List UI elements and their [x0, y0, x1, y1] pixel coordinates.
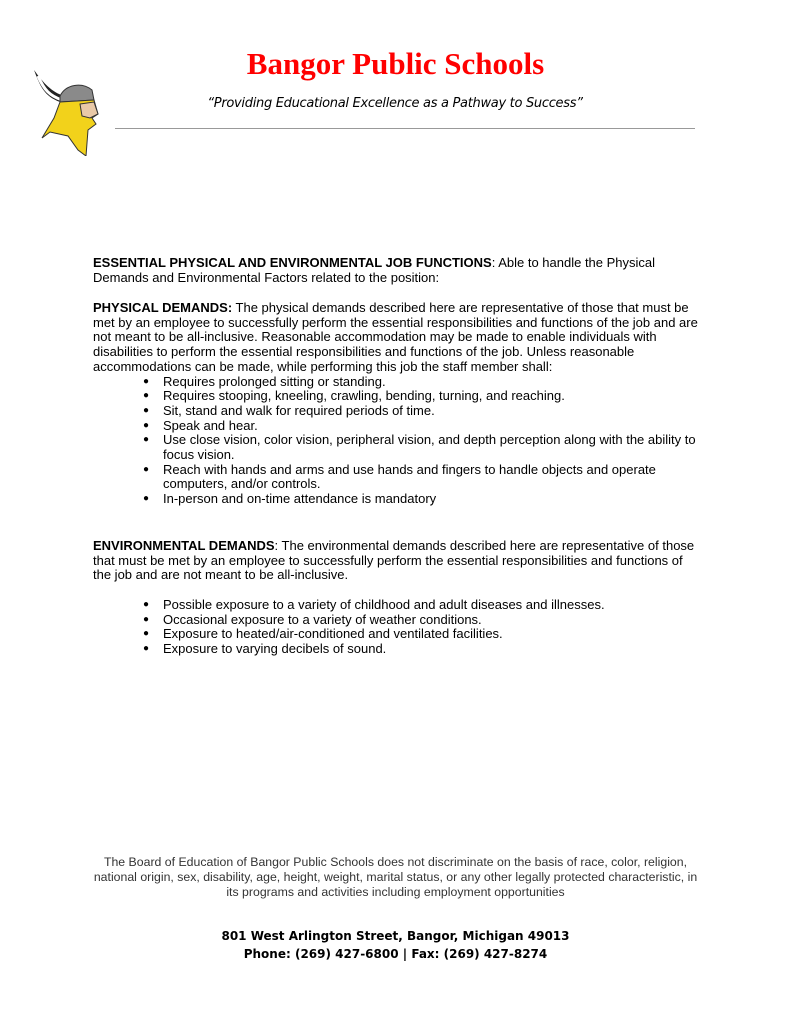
list-item: [93, 404, 699, 419]
bullet-icon: ●: [143, 493, 150, 505]
bullet-icon: ●: [143, 434, 150, 446]
essential-heading: ESSENTIAL PHYSICAL AND ENVIRONMENTAL JOB FUNCTIONS: [93, 255, 492, 270]
list-item-text: Sit, stand and walk for required periods of time.: [163, 402, 435, 418]
physical-text: The physical demands described here are representative of those that must be met by an employee to successfully perform the essential responsibilities and functions of the job and are not meant to be all-inclusive. Reasonable accommodation may be made to enable individuals with disabilities to perform the essential responsibilities and functions of the job. Unless reasonable accommodations can be made, while performing this job the staff member shall:: [93, 300, 698, 374]
list-item: [93, 598, 699, 613]
bullet-icon: ●: [143, 628, 150, 640]
physical-heading: PHYSICAL DEMANDS:: [93, 300, 233, 315]
list-item: [93, 389, 699, 404]
list-item-text: Possible exposure to a variety of childhood and adult diseases and illnesses.: [163, 596, 605, 612]
bullet-icon: ●: [143, 419, 150, 431]
essential-text: : Able to handle the Physical Demands and Environmental Factors related to the position:: [93, 255, 656, 285]
list-item: [93, 642, 699, 657]
bullet-icon: ●: [143, 598, 150, 610]
list-item: [93, 627, 699, 642]
list-item-text: Occasional exposure to a variety of weather conditions.: [163, 611, 482, 627]
list-item-text: Speak and hear.: [163, 417, 258, 433]
header-divider: [115, 128, 695, 129]
list-item-text: Use close vision, color vision, peripheral vision, and depth perception along with the ability to focus vision.: [163, 432, 696, 463]
environmental-demands-section: [93, 539, 699, 657]
tagline: “Providing Educational Excellence as a Pathway to Success”: [207, 96, 583, 111]
list-item: [93, 375, 699, 390]
environmental-text: : The environmental demands described here are representative of those that must be met by an employee to successfully perform the essential responsibilities and functions of the job and are not meant to be all-inclusive.: [93, 538, 695, 583]
phone-fax: Phone: (269) 427-6800 | Fax: (269) 427-8274: [243, 947, 548, 961]
list-item: [93, 433, 699, 462]
list-item: [93, 613, 699, 628]
bullet-icon: ●: [143, 404, 150, 416]
bullet-icon: ●: [143, 390, 150, 402]
bullet-icon: ●: [143, 642, 150, 654]
contact-info: [0, 927, 791, 963]
environmental-heading: ENVIRONMENTAL DEMANDS: [93, 538, 275, 553]
list-item: [93, 419, 699, 434]
list-item-text: Requires stooping, kneeling, crawling, bending, turning, and reaching.: [163, 388, 565, 404]
list-item-text: Reach with hands and arms and use hands and fingers to handle objects and operate computers, and/or controls.: [163, 461, 656, 492]
list-item: [93, 463, 699, 492]
list-item-text: In-person and on-time attendance is mandatory: [163, 491, 437, 507]
list-item-text: Exposure to varying decibels of sound.: [163, 640, 387, 656]
environmental-demands-list: [93, 598, 699, 657]
physical-demands-section: [93, 301, 699, 507]
list-item-text: Requires prolonged sitting or standing.: [163, 373, 386, 389]
essential-functions-section: [93, 256, 699, 285]
nondiscrimination-notice: The Board of Education of Bangor Public Schools does not discriminate on the basis of race, color, religion, national origin, sex, disability, age, height, weight, marital status, or any other legally protected characteristic, in its programs and activities including employment opportunities: [93, 855, 698, 899]
physical-demands-list: [93, 375, 699, 507]
bullet-icon: ●: [143, 463, 150, 475]
school-name-title: Bangor Public Schools: [246, 46, 545, 81]
address: 801 West Arlington Street, Bangor, Michigan 49013: [221, 929, 570, 943]
bullet-icon: ●: [143, 613, 150, 625]
list-item-text: Exposure to heated/air-conditioned and ventilated facilities.: [163, 626, 503, 642]
list-item: [93, 492, 699, 507]
bullet-icon: ●: [143, 375, 150, 387]
